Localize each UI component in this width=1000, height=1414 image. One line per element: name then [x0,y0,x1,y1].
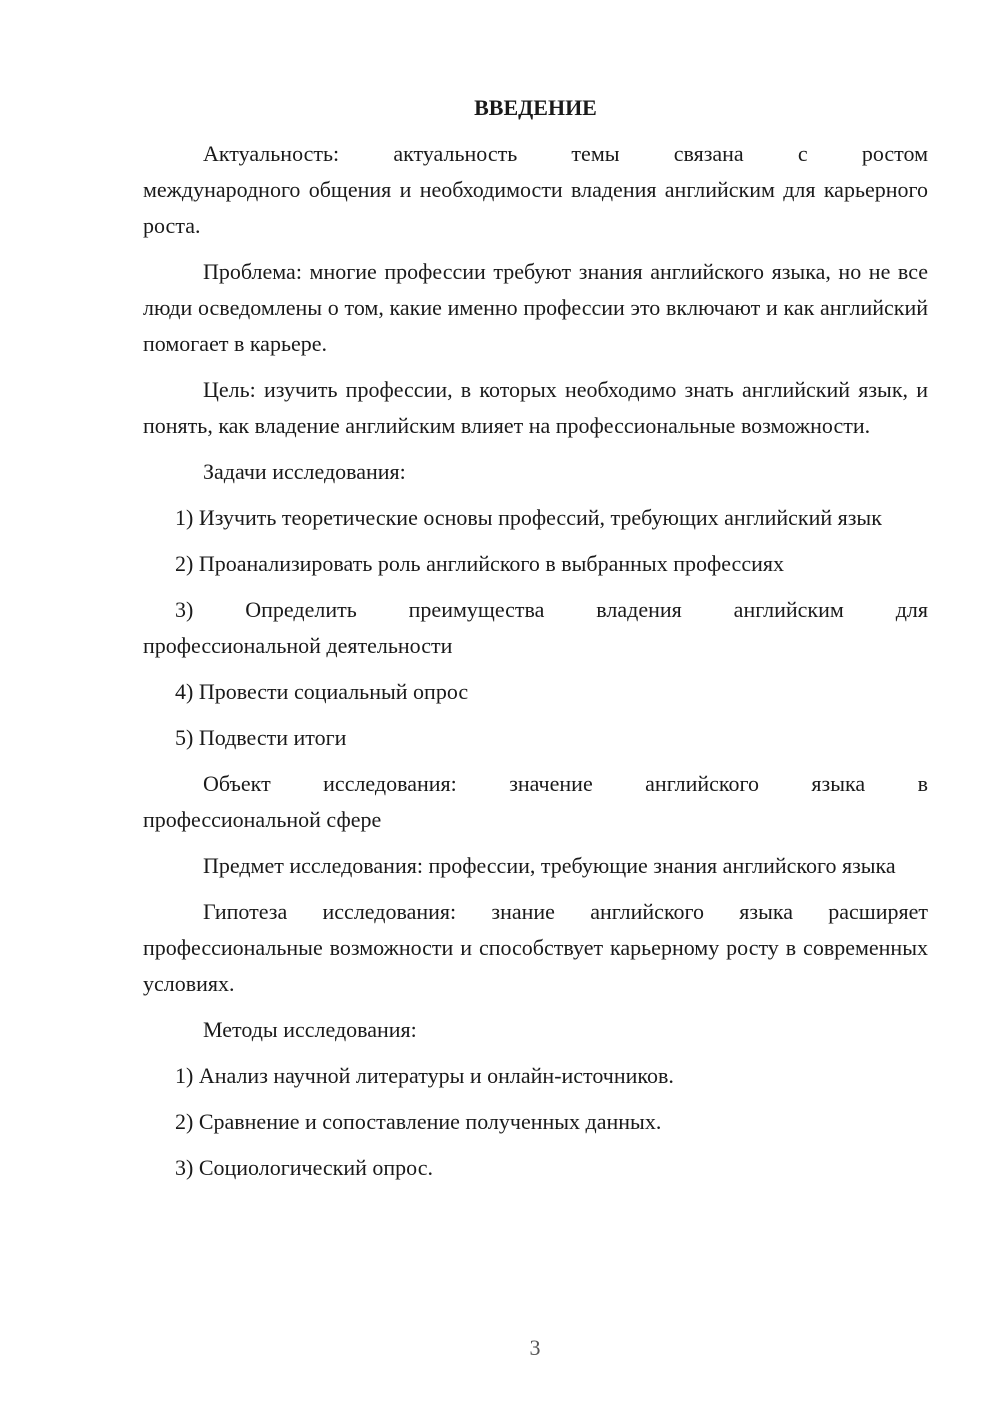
relevance-paragraph [143,136,928,244]
task-item-4: 4) Провести социальный опрос [175,679,469,704]
page-number: 3 [529,1335,541,1360]
task-item-1: 1) Изучить теоретические основы профессий, требующих английский язык [175,505,882,530]
tasks-heading: Задачи исследования: [203,459,406,484]
object-continuation: профессиональной сфере [143,807,382,832]
hypothesis-paragraph: Гипотеза исследования: знание английского языка расширяет профессиональные возможности и способствует карьерному росту в современных условиях. [143,899,928,996]
object-first-line: Объект исследования: значение английского языка в [203,771,928,796]
section-title: ВВЕДЕНИЕ [474,95,597,120]
methods-heading: Методы исследования: [203,1017,417,1042]
relevance-continuation: международного общения и необходимости владения английским для карьерного роста. [143,177,928,238]
task-item-3 [143,592,928,664]
task-item-3-first-line: 3) Определить преимущества владения английским для [175,597,928,622]
method-item-2: 2) Сравнение и сопоставление полученных данных. [175,1109,662,1134]
task-item-3-continuation: профессиональной деятельности [143,633,453,658]
goal-paragraph: Цель: изучить профессии, в которых необходимо знать английский язык, и понять, как владение английским влияет на профессиональные возможности. [143,377,928,438]
object-paragraph [143,766,928,838]
task-item-5: 5) Подвести итоги [175,725,347,750]
subject-paragraph: Предмет исследования: профессии, требующие знания английского языка [203,853,896,878]
relevance-first-line: Актуальность: актуальность темы связана с ростом [203,141,928,166]
task-item-2: 2) Проанализировать роль английского в выбранных профессиях [175,551,784,576]
method-item-1: 1) Анализ научной литературы и онлайн-источников. [175,1063,674,1088]
method-item-3: 3) Социологический опрос. [175,1155,433,1180]
document-page [143,90,928,1196]
problem-paragraph: Проблема: многие профессии требуют знания английского языка, но не все люди осведомлены о том, какие именно профессии это включают и как английский помогает в карьере. [143,259,928,356]
